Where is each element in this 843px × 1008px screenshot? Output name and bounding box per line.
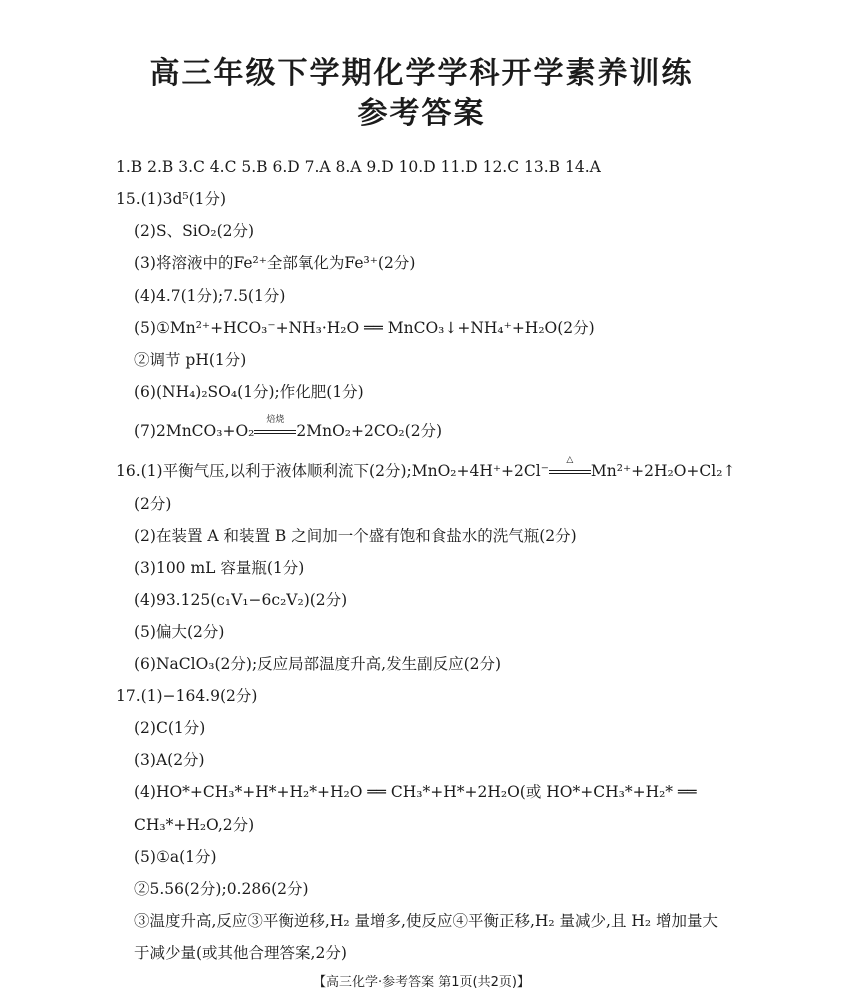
q15-part4: (4)4.7(1分);7.5(1分) <box>134 287 286 305</box>
document-subtitle: 参考答案 <box>357 96 486 131</box>
q15-part3: (3)将溶液中的Fe²⁺全部氧化为Fe³⁺(2分) <box>134 254 416 272</box>
q17-part5-third: ③温度升高,反应③平衡逆移,H₂ 量增多,使反应④平衡正移,H₂ 量减少,且 H₂ 增加量大 <box>134 912 719 930</box>
q17-part4-equation: (4)HO*+CH₃*+H*+H₂*+H₂O ══ CH₃*+H*+2H₂O(或 HO*+CH₃*+H₂* ══ <box>134 783 697 801</box>
q17-part4-continued: CH₃*+H₂O,2分) <box>134 816 255 834</box>
q15-part7-reactants: (7)2MnCO₃+O₂ <box>134 422 255 440</box>
heat-condition-arrow <box>549 455 591 479</box>
q16-part1-products: Mn²⁺+2H₂O+Cl₂↑ <box>590 462 736 480</box>
q15-part5-second: ②调节 pH(1分) <box>134 351 247 369</box>
q16-part1 <box>116 455 736 481</box>
q15-part1: 15.(1)3d⁵(1分) <box>116 190 227 208</box>
heat-symbol: △ <box>566 455 574 465</box>
q16-part5: (5)偏大(2分) <box>134 623 225 641</box>
q16-part2: (2)在装置 A 和装置 B 之间加一个盛有饱和食盐水的洗气瓶(2分) <box>134 527 577 545</box>
q15-part6: (6)(NH₄)₂SO₄(1分);作化肥(1分) <box>134 383 364 401</box>
q17-part1: 17.(1)−164.9(2分) <box>116 687 258 705</box>
q15-part5-equation: (5)①Mn²⁺+HCO₃⁻+NH₃·H₂O ══ MnCO₃↓+NH₄⁺+H₂O(2分) <box>134 319 595 337</box>
q15-part7-products: 2MnO₂+2CO₂(2分) <box>296 422 443 440</box>
q15-part7-equation <box>134 415 443 441</box>
q16-part6: (6)NaClO₃(2分);反应局部温度升高,发生副反应(2分) <box>134 655 502 673</box>
q16-part4: (4)93.125(c₁V₁−6c₂V₂)(2分) <box>134 591 348 609</box>
condition-label: 焙烧 <box>266 415 285 425</box>
document-title: 高三年级下学期化学学科开学素养训练 <box>149 56 694 91</box>
page-footer: 【高三化学·参考答案 第1页(共2页)】 <box>313 975 530 990</box>
q16-part1-score: (2分) <box>134 495 172 513</box>
q16-part1-text: 16.(1)平衡气压,以利于液体顺利流下(2分);MnO₂+4H⁺+2Cl⁻ <box>116 462 549 480</box>
q17-part3: (3)A(2分) <box>134 751 205 769</box>
q17-part2: (2)C(1分) <box>134 719 206 737</box>
q16-part3: (3)100 mL 容量瓶(1分) <box>134 559 305 577</box>
q17-part5-third-continued: 于减少量(或其他合理答案,2分) <box>134 944 347 962</box>
reaction-condition-arrow <box>254 415 296 439</box>
q17-part5-second: ②5.56(2分);0.286(2分) <box>134 880 309 898</box>
q17-part5: (5)①a(1分) <box>134 848 217 866</box>
q15-part2: (2)S、SiO₂(2分) <box>134 222 255 240</box>
multiple-choice-answers: 1.B 2.B 3.C 4.C 5.B 6.D 7.A 8.A 9.D 10.D 11.D 12.C 13.B 14.A <box>116 158 601 176</box>
